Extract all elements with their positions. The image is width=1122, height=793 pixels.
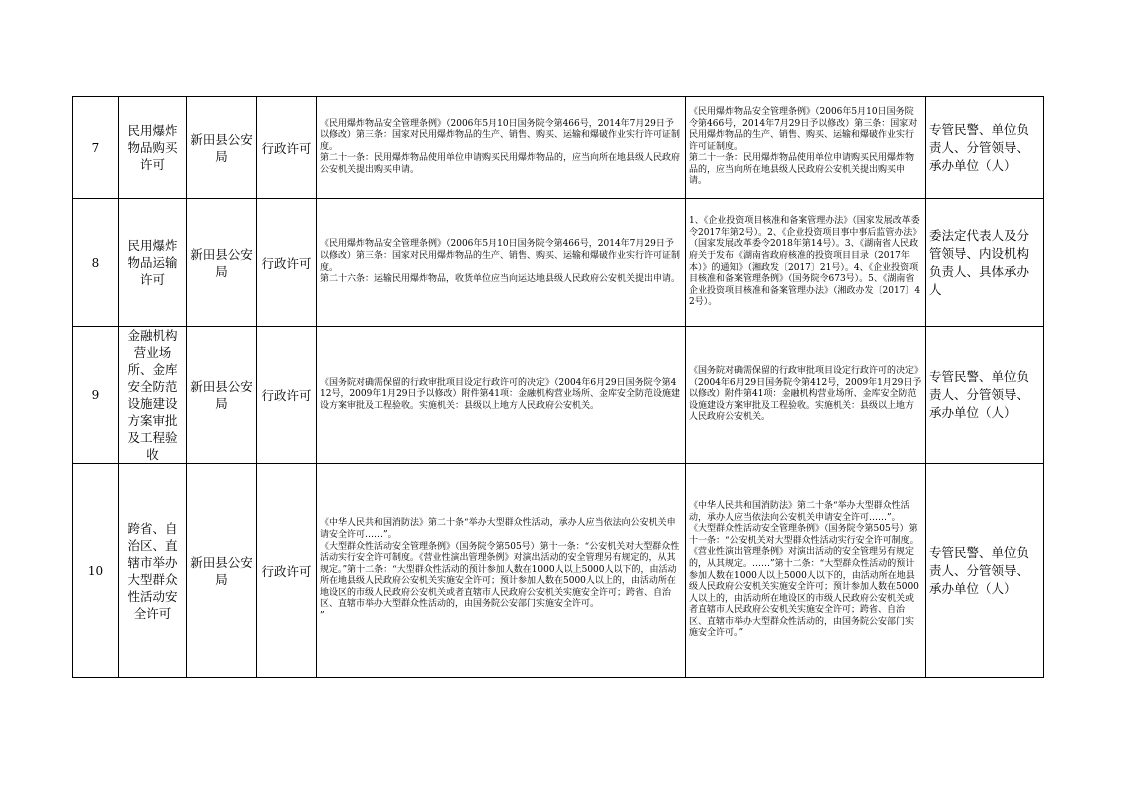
department: 新田县公安局	[187, 327, 257, 464]
item-name: 金融机构营业场所、金库安全防范设施建设方案审批及工程验收	[119, 327, 187, 464]
row-number: 7	[73, 97, 119, 199]
table-row	[73, 464, 1044, 678]
table-row	[73, 199, 1044, 327]
row-number: 8	[73, 199, 119, 327]
department: 新田县公安局	[187, 97, 257, 199]
responsible-party: 专管民警、单位负责人、分管领导、承办单位（人）	[926, 327, 1044, 464]
legal-basis: 《中华人民共和国消防法》第二十条“举办大型群众性活动，承办人应当依法向公安机关申请安全许可……”。 《大型群众性活动安全管理条例》（国务院令第505号）第十一条：“公安机关对大型群众性活动实行安全许可制度。《营业性演出管理条例》对演出活动的安全管理另有规定的，从其规定。”第十二条：“大型群众性活动的预计参加人数在1000人以上5000人以下的，由活动所在地县级人民政府公安机关实施安全许可；预计参加人数在5000人以上的，由活动所在地设区的市级人民政府公安机关或者直辖市人民政府公安机关实施安全许可；跨省、自治区、直辖市举办大型群众性活动的，由国务院公安部门实施安全许可。 ”	[317, 464, 686, 678]
item-name: 民用爆炸物品购买许可	[119, 97, 187, 199]
item-type: 行政许可	[257, 464, 317, 678]
responsibility-basis: 《中华人民共和国消防法》第二十条“举办大型群众性活动，承办人应当依法向公安机关申请安全许可……”。 《大型群众性活动安全管理条例》（国务院令第505号）第十一条：“公安机关对大型群众性活动实行安全许可制度。《营业性演出管理条例》对演出活动的安全管理另有规定的，从其规定。……”第十二条：“大型群众性活动的预计参加人数在1000人以上5000人以下的，由活动所在地县级人民政府公安机关实施安全许可；预计参加人数在5000人以上的，由活动所在地设区的市级人民政府公安机关或者直辖市人民政府公安机关实施安全许可；跨省、自治区、直辖市举办大型群众性活动的，由国务院公安部门实施安全许可。”	[686, 464, 926, 678]
table-row	[73, 327, 1044, 464]
item-type: 行政许可	[257, 199, 317, 327]
department: 新田县公安局	[187, 199, 257, 327]
item-type: 行政许可	[257, 327, 317, 464]
item-name: 民用爆炸物品运输许可	[119, 199, 187, 327]
legal-basis: 《国务院对确需保留的行政审批项目设定行政许可的决定》（2004年6月29日国务院令第412号，2009年1月29日予以修改）附件第41项：金融机构营业场所、金库安全防范设施建设方案审批及工程验收。实施机关：县级以上地方人民政府公安机关。	[317, 327, 686, 464]
row-number: 10	[73, 464, 119, 678]
responsible-party: 专管民警、单位负责人、分管领导、承办单位（人）	[926, 464, 1044, 678]
legal-basis: 《民用爆炸物品安全管理条例》（2006年5月10日国务院令第466号，2014年7月29日予以修改）第三条：国家对民用爆炸物品的生产、销售、购买、运输和爆破作业实行许可证制度。 第二十一条：民用爆炸物品使用单位申请购买民用爆炸物品的，应当向所在地县级人民政府公安机关提出购买申请。	[317, 97, 686, 199]
responsible-party: 委法定代表人及分管领导、内设机构负责人、具体承办人	[926, 199, 1044, 327]
item-name: 跨省、自治区、直辖市举办大型群众性活动安全许可	[119, 464, 187, 678]
department: 新田县公安局	[187, 464, 257, 678]
permit-table	[72, 96, 1044, 678]
responsibility-basis: 1、《企业投资项目核准和备案管理办法》（国家发展改革委令2017年第2号）。2、《企业投资项目事中事后监管办法》（国家发展改革委令2018年第14号）。3、《湖南省人民政府关于发布《湖南省政府核准的投资项目目录（2017年本）》的通知》（湘政发〔2017〕21号）。4、《企业投资项目核准和备案管理条例》（国务院令673号）。5、《湖南省企业投资项目核准和备案管理办法》（湘政办发〔2017〕42号）。	[686, 199, 926, 327]
responsibility-basis: 《民用爆炸物品安全管理条例》（2006年5月10日国务院令第466号，2014年7月29日予以修改）第三条：国家对民用爆炸物品的生产、销售、购买、运输和爆破作业实行许可证制度。 第二十一条：民用爆炸物品使用单位申请购买民用爆炸物品的，应当向所在地县级人民政府公安机关提出购买申请。	[686, 97, 926, 199]
responsible-party: 专管民警、单位负责人、分管领导、承办单位（人）	[926, 97, 1044, 199]
item-type: 行政许可	[257, 97, 317, 199]
legal-basis: 《民用爆炸物品安全管理条例》（2006年5月10日国务院令第466号，2014年7月29日予以修改）第三条：国家对民用爆炸物品的生产、销售、购买、运输和爆破作业实行许可证制度。 第二十六条：运输民用爆炸物品，收货单位应当向运达地县级人民政府公安机关提出申请。	[317, 199, 686, 327]
row-number: 9	[73, 327, 119, 464]
responsibility-basis: 《国务院对确需保留的行政审批项目设定行政许可的决定》（2004年6月29日国务院令第412号，2009年1月29日予以修改）附件第41项：金融机构营业场所、金库安全防范设施建设方案审批及工程验收。实施机关：县级以上地方人民政府公安机关。	[686, 327, 926, 464]
table-row	[73, 97, 1044, 199]
